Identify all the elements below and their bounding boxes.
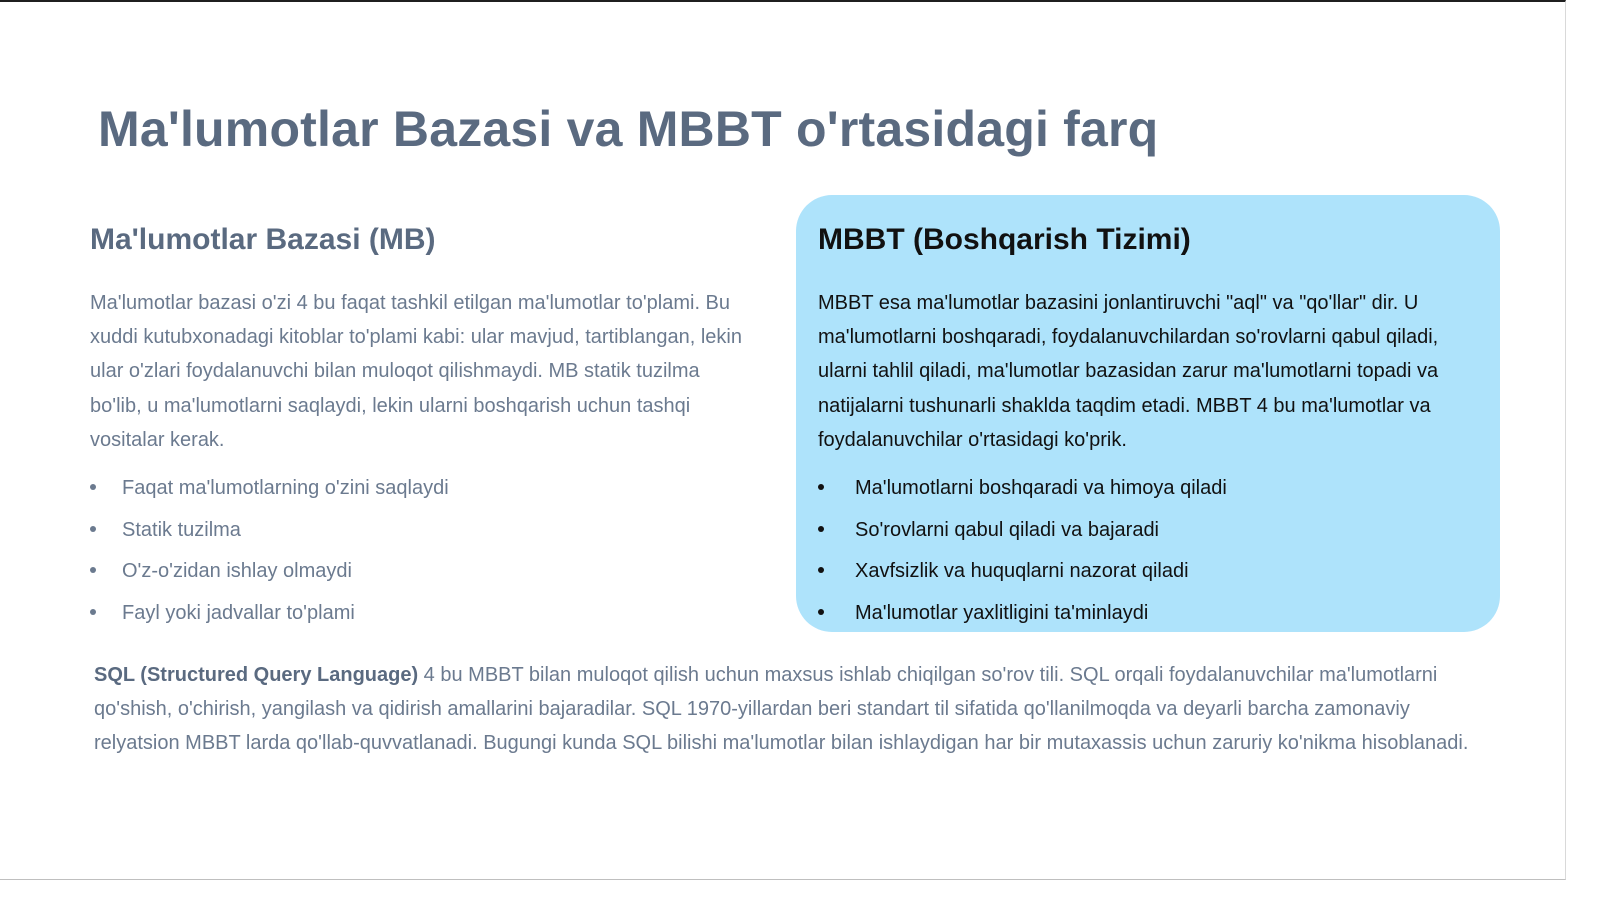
database-column xyxy=(90,218,750,642)
dbms-bullet-item: Ma'lumotlar yaxlitligini ta'minlaydi xyxy=(818,601,1478,625)
dbms-bullet-item: Ma'lumotlarni boshqaradi va himoya qiladi xyxy=(818,476,1478,500)
dbms-bullet-item: So'rovlarni qabul qiladi va bajaradi xyxy=(818,518,1478,542)
database-bullet-item: Faqat ma'lumotlarning o'zini saqlaydi xyxy=(90,476,750,500)
database-bullet-item: Fayl yoki jadvallar to'plami xyxy=(90,601,750,625)
dbms-bullet-list xyxy=(818,476,1478,625)
database-heading: Ma'lumotlar Bazasi (MB) xyxy=(90,223,436,256)
database-bullet-list xyxy=(90,476,750,625)
slide-title: Ma'lumotlar Bazasi va MBBT o'rtasidagi farq xyxy=(98,101,1159,157)
sql-paragraph xyxy=(94,658,1474,761)
dbms-card xyxy=(796,195,1500,632)
sql-description: 4 bu MBBT bilan muloqot qilish uchun maxsus ishlab chiqilgan so'rov tili. SQL orqali foydalanuvchilar ma'lumotlarni qo'shish, o'chirish, yangilash va qidirish amallarini bajaradilar. SQL 1970-yillardan beri standart til sifatida qo'llanilmoqda va deyarli barcha zamonaviy relyatsion MBBT larda qo'llab-quvvatlanadi. Bugungi kunda SQL bilishi ma'lumotlar bilan ishlaydigan har bir mutaxassis uchun zaruriy ko'nikma hisoblanadi. xyxy=(94,664,1469,755)
dbms-paragraph: MBBT esa ma'lumotlar bazasini jonlantiruvchi "aql" va "qo'llar" dir. U ma'lumotlarni boshqaradi, foydalanuvchilardan so'rovlarni qabul qiladi, ularni tahlil qiladi, ma'lumotlar bazasidan zarur ma'lumotlarni topadi va natijalarni tushunarli shaklda taqdim etadi. MBBT 4 bu ma'lumotlar va foydalanuvchilar o'rtasidagi ko'prik. xyxy=(818,292,1439,451)
dbms-heading: MBBT (Boshqarish Tizimi) xyxy=(818,223,1191,256)
database-bullet-item: Statik tuzilma xyxy=(90,518,750,542)
database-paragraph: Ma'lumotlar bazasi o'zi 4 bu faqat tashkil etilgan ma'lumotlar to'plami. Bu xuddi kutubxonadagi kitoblar to'plami kabi: ular mavjud, tartiblangan, lekin ular o'zlari foydalanuvchi bilan muloqot qilishmaydi. MB statik tuzilma bo'lib, u ma'lumotlarni saqlaydi, lekin ularni boshqarish uchun tashqi vositalar kerak. xyxy=(90,292,742,451)
dbms-bullet-item: Xavfsizlik va huquqlarni nazorat qiladi xyxy=(818,559,1478,583)
sql-term: SQL (Structured Query Language) xyxy=(94,664,419,686)
database-bullet-item: O'z-o'zidan ishlay olmaydi xyxy=(90,559,750,583)
